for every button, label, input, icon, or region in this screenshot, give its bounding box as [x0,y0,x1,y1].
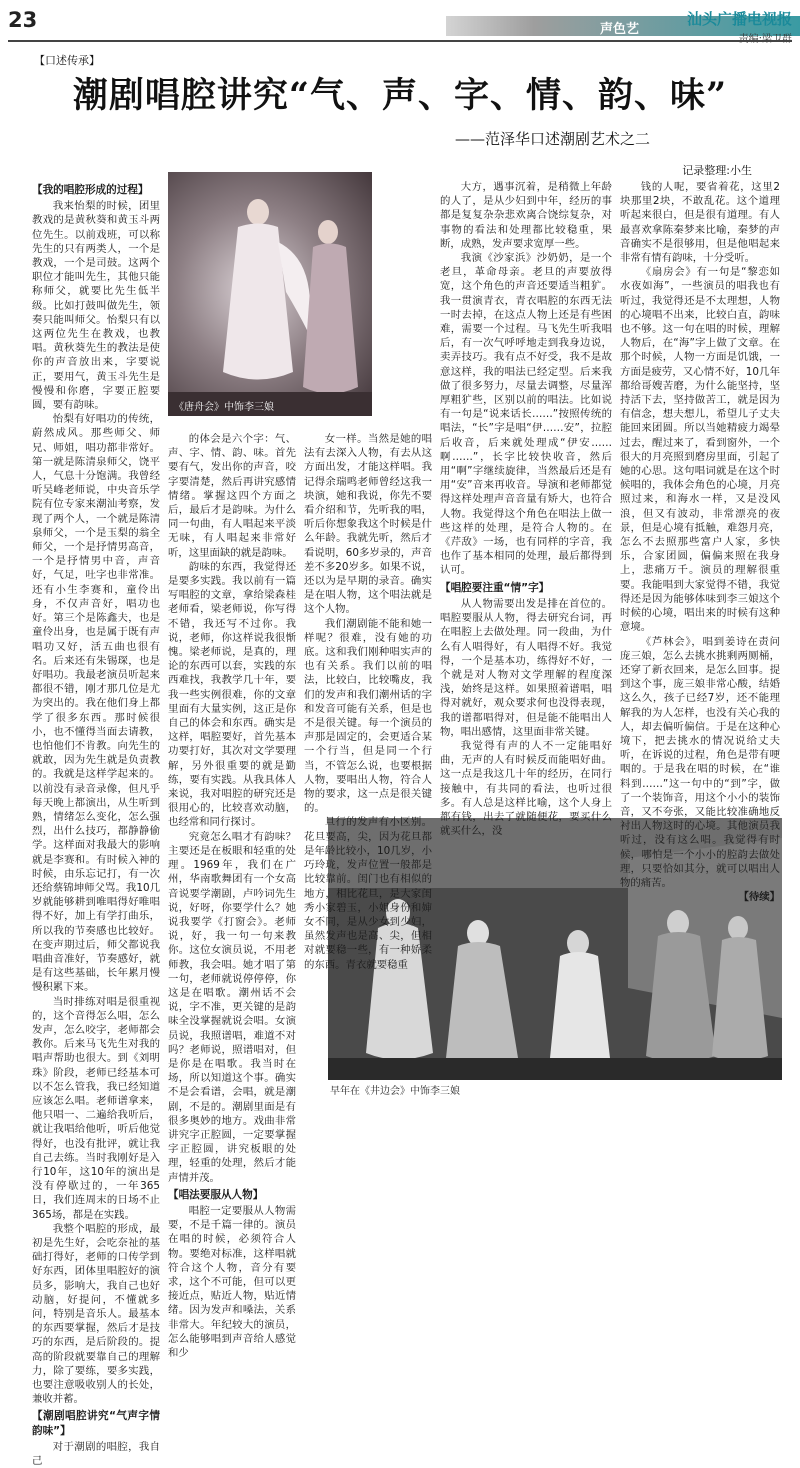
paragraph: 对于潮剧的唱腔，我自己 [32,1440,160,1468]
article-subtitle: ——范泽华口述潮剧艺术之二 [454,130,650,148]
top-photo [168,172,372,416]
column-name: 声色艺 [600,22,640,37]
recorder-credit: 记录整理:小生 [682,164,752,177]
article-column-3 [304,432,432,971]
section-heading: 【我的唱腔形成的过程】 [32,184,149,196]
section-tag: 【口述传承】 [34,54,100,67]
top-photo-caption: 《唐舟会》中饰李三娘 [174,402,274,413]
paragraph: 从人物需要出发是排在首位的。唱腔要服从人物，得去研究台词，再在唱腔上去做处理。同一段曲，为什么有人唱得好，有人唱得不好。我觉得，一个是基本功，练得好不好，一个就是对人物对文学理解的程度深浅，始终是这样。如果照着谱唱，唱得对就好，观众要求何也没得表现，我的谱都唱得对，但是能不能唱出人物，唱出感情，这里面非常关键。 [440,597,612,738]
paragraph: 我演《沙家浜》沙奶奶，是一个老旦，革命母亲。老旦的声要放得宽，这个角色的声音还要适当粗犷。我一贯演青衣，青衣唱腔的东西无法一时去掉，在这点人物上还是有些困难，需要一个过程。马飞先生听我唱后，有一次气呼呼地走到我身边说，卖弄技巧。我有点不好受，我不是故意这样，我的唱法已经定型。后来我做了很多努力，尽量去调整，尽量浑厚粗犷些，区别以前的唱法。比如说有一句是“说来话长……”按照传统的唱法，“长”字是唱“伊……安”，拉腔后收音，后来就处理成“伊安……啊……”，长字比较快收音，然后用“啊”字继续旋律，当然最后还是有用“安”音来再收音。导演和老师都觉得这样处理声音音量有矫大，也符合人物。我觉得这个角色在唱法上做一些这样的处理，是符合人物的。在《芹敌》一场，也有同样的字音，我也作了基本相同的处理，最后都得到认可。 [440,252,612,577]
paragraph: 我整个唱腔的形成，最初是先生好，会吃奈祉的基础打得好，老师的口传学到好东西，团体里唱腔好的演员多，影响大，我自己也好动脑，好提问，不懂就多问，特别是音乐人。最基本的东西要掌握，然后才是技巧的东西，是后阶段的。提高的阶段就要靠自己的理解力，除了要练，要多实践，也要注意吸收别人的长处，兼收并蓄。 [32,1222,160,1406]
section-heading: 【唱腔要注重“情”字】 [440,581,550,594]
performers-illustration [168,172,372,416]
page-number: 23 [8,8,38,32]
paragraph: 究竟怎么唱才有韵味？主要还是在板眼和轻重的处理。1969年，我们在广州，华南歌舞团有一个女高音说要学潮剧，卢吟词先生说，好呀，你要学什么？她说我要学《打窗会》。老师说，好，我一句一句来教你。这位女演员说，不用老师教，我会唱。她才唱了第一句，老师就说停停停，你这是在唱歌。潮州话不会说，字不准，更关键的是韵味全没掌握就说会唱。女演员说，我照谱唱，难道不对吗？老师说，照谱唱对，但是你是在唱歌。我当时在场，所以知道这个事。确实不是会看谱，会唱，就是潮剧，不是的。潮剧里面是有很多奥妙的地方。戏曲非常讲究字正腔圆，一定要掌握字正腔圆，讲究板眼的处理，轻重的处理，然后才能声情并茂。 [168,830,296,1184]
article-column-2 [168,432,296,1359]
section-heading: 【潮剧唱腔讲究“气声字情韵味”】 [32,1410,160,1437]
paragraph: 我来怡梨的时候，团里教戏的是黄秋葵和黄玉斗两位先生。以前戏班，可以称先生的只有两类人，一个是教戏，一个是司鼓。这两个职位才能叫先生，其他只能称师父，就要比先生低半级。比如打鼓叫做先生，领奏只能叫师父。怡梨只有以这两位先生在教戏，也教唱。黄秋葵先生的教法是使你的声音放出来，字要说正，要用气，黄玉斗先生是慢慢和你磨，字要正腔要圆，要有韵味。 [32,200,160,412]
paragraph: 的体会是六个字：气、声、字、情、韵、味。首先要有气，发出你的声音，咬字要清楚，然后再讲究感情情绪。掌握这四个方面之后，最后才是韵味。为什么同一句曲，有人唱起来平淡无味，有人唱起来非常好听，这里面缺的就是韵味。 [168,433,296,559]
editor-credit [739,30,792,45]
bottom-photo-caption: 早年在《井边会》中饰李三娘 [330,1086,460,1097]
article-title: 潮剧唱腔讲究“气、声、字、情、韵、味” [72,75,728,116]
paragraph: 钱的人呢，要省着花，这里2块那里2块，不敢乱花。这个道理听起来很白，但是很有道理。有人最喜欢拿陈秦梦来比喻，秦梦的声音确实不是很够用，但是他唱起来非常有情有韵味，十分受听。 [620,181,780,265]
paragraph: 韵味的东西，我觉得还是要多实践。我以前有一篇写唱腔的文章，拿给梁森桂老师看，梁老师说，你写得不错，我还写不过你。我说，老师，你这样说我很惭愧。梁老师说，是真的，理论的东西可以套，实践的东西难找，我教学几十年，要我一些实例很难，你的文章里面有大量实例，这正是你自己的体会和东西。确实是这样，唱腔要好，首先基本功要打好，其次对文学要理解，另外很重要的就是勤练，要有实践。从我具体人来说，我对唱腔的研究还是很用心的，比较喜欢动脑，也经常和同行探讨。 [168,560,296,829]
paragraph: 唱腔一定要服从人物需要，不是千篇一律的。演员在唱的时候，必须符合人物。要绝对标准，这样唱就符合这个人物，音分有要求，这个不可能，但可以更接近点，贴近人物，贴近情绪。因为发声和嗓法，关系非常大。年纪较大的演员，怎么能够唱到声音给人感觉和少 [168,1204,296,1359]
paragraph: 怡梨有好唱功的传统，蔚然成风。那些师父、师兄、师姐，唱功都非常好。第一就是陈清泉师父，饶平人，气息十分饱满。我曾经听吴峰老师说，中央音乐学院有位专家来潮汕考察，发现了两个人，一个就是陈清泉师父，一个是玉梨的翁全师父，一个是抒情男高音，一个是抒情男中音，声音好，气足，吐字也非常准。还有小生李赛和，童伶出身，不仅声音好，唱功也好。第三个是陈鑫夫，也是童伶出身，也是属于既有声唱功又好，活五曲也很有名。后来还有朱锡琛，也是好唱功。我最老演员听起来都很不错，刚才那几位是尤为突出的。我在他们身上都学了很多东西。那时候很小，也不懂得当面去请教，也怕他们不肯教。向先生的就敢，因为先生就是负责教的。我就是这样学起来的。以前没有录音录像，但凡乎每天晚上都演出，从生听到熟，情绪怎么变化，怎么强烈，出什么技巧，都静静偷学。这样面对我最大的影响就是李赛和。有时候入神的时候，由乐忘记打，有一次还给蔡锦坤师父骂。我10几岁就能够耕到唯唱得好唯唱得不好，加上有学打曲乐，所以我的节奏感也比较好。在变声期过后，师父都说我唱曲音准好，节奏感好，就是有这些基础，长年累月慢慢积累下来。 [32,413,160,994]
continued-marker: 【待续】 [738,891,780,904]
article-column-1 [32,180,160,1468]
paragraph: 大方，遇事沉着，是稍微上年龄的人了，是从少妇到中年，经历的事都是复复杂杂悲欢离合饶综复杂，对事物的看法和处理都比较稳重，果断，成熟，发声要求宽厚一些。 [440,181,612,250]
paragraph: 《扇房会》有一句是“黎恋如水夜如海”，一些演员的唱我也有听过，我觉得还是不太理想，人物的心境唱不出来，比较白直，韵味也不够。这一句在唱的时候，理解人物后，在“海”字上做了文章。在那个时候，人物一方面是饥饿，一方面是疲劳，又心情不好，10几年都给哥嫂苦磨，为什么能坚持，坚持活下去，坚持做苦工，就是因为有信念，想夫想儿，希望儿子丈夫能回来团圆。所以当她精疲力竭晕过去，醒过来了，看到窗外，一个很大的月亮照到磨房里面，引起了她的心思。这句唱词就是在这个时候唱的，我体会角色的心境，月亮照过来，和海水一样，又是没风浪，但又有波动，非常漂亮的夜景，但是心境有抵触，难怨月亮，怎么不去照那些富户人家，多快乐，合家团圆，偏偏来照在我身上，悲痛万千。演员的理解很重要。我能唱到大家觉得不错，我觉得还是因为能够体味到李三娘这个时候的心境，唱出来的时候有这种意境。 [620,266,780,634]
article-column-5 [620,180,780,904]
article-column-4 [440,180,612,838]
header-rule [8,40,792,42]
section-heading: 【唱法要服从人物】 [168,1188,264,1201]
paragraph: 我觉得有声的人不一定能唱好曲，无声的人有时候反而能唱好曲。这一点是我这几十年的经历，在同行接触中，有共同的看法，也听过很多。有人总是这样比喻，这个人身上都有钱，出去了就随便花，要买什么就买什么，没 [440,739,612,838]
paragraph: 《芦林会》，唱到姜诗在责问庞三娘，怎么去挑水挑剩两厕桶，还穿了新衣回来，是怎么回事。提到这个事，庞三娘非常心酸，结婚这么久，孩子已经7岁，还不能理解我的为人怎样，也没有关心我的人，却去偏听偏信。于是在这种心境下，把去挑水的情况说给丈夫听，在诉说的过程，角色是带有哽咽的。于是我在唱的时候，在“谁料到……”这一句中的“到”字，做了一个装饰音，用这个小小的装饰音，又不夸张，又能比较准确地反衬出人物这时的心境。其他演员我听过，没有这么唱。我觉得有时候，哪怕是一个小小的腔韵去做处理，只要恰如其分，就可以唱出人物的痛苦。 [620,635,780,889]
paragraph: 当时排练对唱是很重视的，这个音得怎么唱，怎么发声，怎么咬字，老师都会教你。后来马飞先生对我的唱声帮助也很大。到《刘明珠》阶段，老师已经基本可以不怎么管我，我已经知道应该怎么唱。老师谱拿来，他只唱一、二遍给我听后，就让我唱给他听，听后他觉得好，也没有批评，就让我自己去练。当时我刚好是入行10年，这10年的演出是没有停歇过的，一年365日，我们连周末的日场不止365场，都是在实践。 [32,995,160,1221]
paragraph: 我们潮剧能不能和她一样呢？很难，没有她的功底。这和我们刚种唱实声的也有关系。我们以前的唱法，比较白，比较嘴皮，我们的发声和我们潮州话的字和发音可能有关系，但是也不是很关键。每一个演员的声那是固定的，会更适合某一个行当，但是同一个行当，不管怎么说，也要根据人物，要唱出人物，符合人物的要求，这一点是很关键的。 [304,617,432,815]
paper-name: 汕头广播电视报 [686,10,792,28]
paragraph: 女一样。当然是她的唱法有去深入人物，有去从这方面出发，才能这样唱。我记得余瑞鸣老师曾经这我一块演，她和我说，你先不要看介绍和节，先听我的唱，听后你想象我这个时候是什么年龄。我就先听，然后才看说明，60多岁录的，声音差不多20岁多。如果不说，还以为是早期的录音。确实是在唱人物，这个唱法就是这个人物。 [304,433,432,616]
paragraph: 旦行的发声有小区别。花旦要高，尖，因为花旦都是年龄比较小，10几岁，小巧玲珑，发声位置一般都是比较靠前。闺门也有相似的地方，相比花旦，是大家闺秀小家碧玉，小姐身份和婶女不同，是从少女到少妇，虽然发声也是高、尖，但相对就要稳一些，有一种娇柔的东西。青衣就要稳重 [304,816,432,971]
